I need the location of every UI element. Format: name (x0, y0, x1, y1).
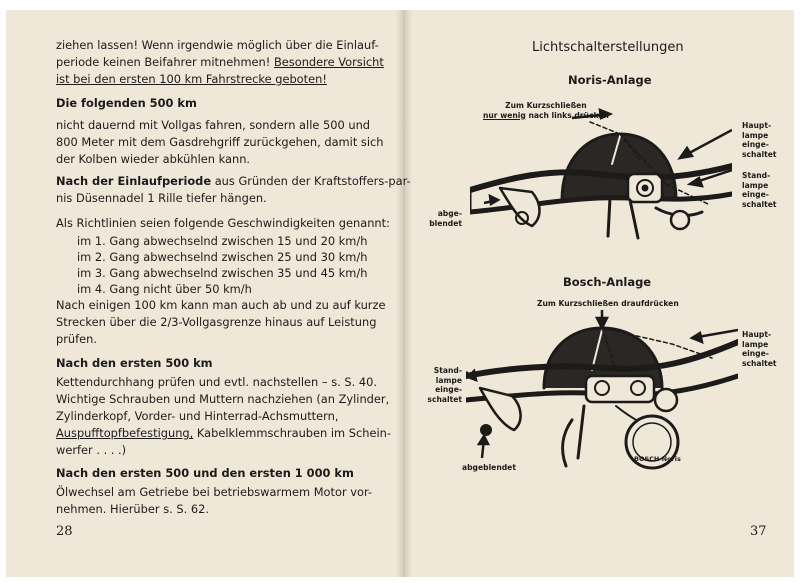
label-line: Haupt- (742, 121, 772, 130)
noris-label-main-lamp (742, 121, 777, 159)
gear-speed-item: im 4. Gang nicht über 50 km/h (77, 282, 252, 296)
right-page (404, 10, 794, 577)
bosch-label-main-lamp (742, 330, 777, 368)
label-line: schaltet (742, 199, 777, 209)
bosch-label-dipped: abgeblendet (462, 463, 516, 472)
text-line: Kettendurchhang prüfen und evtl. nachstellen – s. S. 40. (56, 375, 377, 389)
book-gutter (396, 10, 412, 577)
label-line: lampe (742, 180, 769, 190)
section-heading: Nach den ersten 500 km (56, 356, 213, 370)
bosch-label-short-circuit: Zum Kurzschließen draufdrücken (537, 299, 679, 308)
text-line: Nach einigen 100 km kann man auch ab und zu auf kurze (56, 298, 386, 312)
page-number: 28 (56, 524, 73, 539)
label-line: Stand- (433, 366, 462, 375)
text-line: Ölwechsel am Getriebe bei betriebswarmem Motor vor- (56, 485, 373, 499)
text-line: 800 Meter mit dem Gasdrehgriff zurückgehen, damit sich (56, 135, 384, 149)
text-line: Wichtige Schrauben und Muttern nachziehen (an Zylinder, (56, 392, 390, 406)
text-line (56, 54, 384, 71)
bold-phrase: Nach der Einlaufperiode (56, 174, 212, 188)
label-line: einge- (742, 349, 769, 358)
label-fragment: nach links drücken (525, 110, 609, 120)
label-line: lampe (742, 130, 769, 140)
noris-switch-illustration (470, 108, 732, 248)
text-line: Als Richtlinien seien folgende Geschwindigkeiten genannt: (56, 216, 390, 230)
page-number: 37 (750, 524, 767, 539)
label-line: schaltet (742, 358, 777, 368)
text-line: nehmen. Hierüber s. S. 62. (56, 502, 209, 516)
text-fragment: periode keinen Beifahrer mitnehmen! (56, 55, 271, 69)
noris-label-short-circuit (483, 101, 609, 120)
noris-label-dipped (428, 209, 462, 228)
headlamp-marking: BOSCH Noris (634, 455, 681, 463)
label-line: lampe (742, 339, 769, 349)
text-line: Zylinderkopf, Vorder- und Hinterrad-Achsmuttern, (56, 409, 339, 423)
text-line: Strecken über die 2/3-Vollgasgrenze hinaus auf Leistung (56, 315, 377, 329)
label-line: blendet (429, 218, 462, 228)
underlined-phrase: Auspufftopfbefestigung, (56, 426, 194, 440)
text-line: ziehen lassen! Wenn irgendwie möglich über die Einlauf- (56, 38, 379, 52)
label-line: einge- (435, 385, 462, 394)
label-line: einge- (742, 190, 769, 199)
noris-label-parking-lamp (742, 171, 777, 209)
text-line: der Kolben wieder abkühlen kann. (56, 152, 251, 166)
bosch-heading: Bosch-Anlage (563, 275, 652, 289)
gear-speed-item: im 3. Gang abwechselnd zwischen 35 und 45 km/h (77, 266, 368, 280)
gear-speed-item: im 2. Gang abwechselnd zwischen 25 und 30 km/h (77, 250, 368, 264)
page-title: Lichtschalterstellungen (532, 40, 684, 55)
text-line: nicht dauernd mit Vollgas fahren, sondern alle 500 und (56, 118, 371, 132)
label-line: abge- (437, 209, 462, 218)
label-line (483, 111, 609, 121)
bosch-switch-illustration (466, 310, 738, 470)
section-heading: Nach den ersten 500 und den ersten 1 000 km (56, 466, 354, 480)
underlined-warning: Besondere Vorsicht (273, 55, 384, 69)
underlined-warning: ist bei den ersten 100 km Fahrstrecke geboten! (56, 72, 327, 86)
section-heading: Die folgenden 500 km (56, 96, 197, 110)
text-fragment: Kabelklemmschrauben im Schein- (193, 426, 391, 440)
text-fragment: aus Gründen der Kraftstoffers-par- (211, 174, 411, 188)
text-line (56, 425, 391, 442)
gear-speed-item: im 1. Gang abwechselnd zwischen 15 und 20 km/h (77, 234, 368, 248)
text-line: prüfen. (56, 332, 97, 346)
label-line: einge- (742, 140, 769, 149)
label-line: Zum Kurzschließen (505, 101, 587, 110)
text-line: nis Düsennadel 1 Rille tiefer hängen. (56, 191, 267, 205)
label-line: schaltet (427, 394, 462, 404)
label-line: Haupt- (742, 330, 772, 339)
label-line: schaltet (742, 149, 777, 159)
label-line: lampe (435, 375, 462, 385)
label-line: Stand- (742, 171, 771, 180)
label-emphasis: nur wenig (483, 110, 526, 120)
noris-heading: Noris-Anlage (568, 73, 652, 87)
bosch-label-parking-lamp (424, 366, 462, 404)
text-line: werfer . . . .) (56, 443, 127, 457)
text-line (56, 173, 411, 190)
